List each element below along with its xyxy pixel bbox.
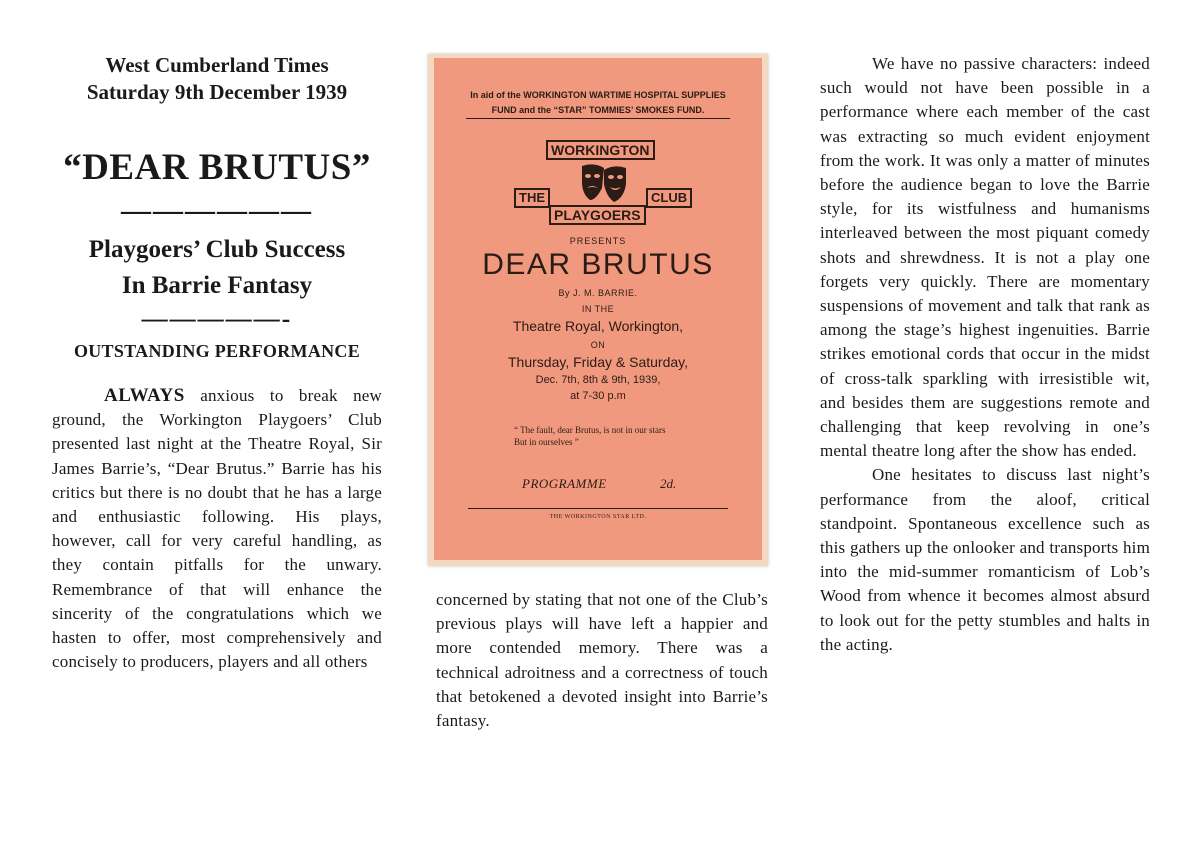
right-column — [820, 52, 1150, 657]
headline: “DEAR BRUTUS” — [63, 147, 371, 188]
kicker: OUTSTANDING PERFORMANCE — [73, 341, 361, 361]
programme-quote-line-2: But in ourselves ” — [514, 437, 579, 447]
playgoers-club-logo — [514, 138, 688, 228]
programme-sheet — [434, 58, 762, 560]
masthead — [52, 52, 382, 106]
middle-column — [436, 588, 768, 733]
subheadline-rule: —————- — [141, 304, 293, 333]
programme-aid-underline — [466, 118, 730, 119]
theatre-masks-icon — [578, 162, 630, 206]
logo-playgoers: PLAYGOERS — [549, 205, 646, 225]
article-text-left: anxious to break new ground, the Workington Playgoers’ Club presented last night at the Theatre Royal, Sir James Barrie’s, “Dear Brutus.” Barrie has his critics but there is no doubt that he has a large and enthusiastic following. His plays, however, call for very careful handling, as they contain pitfalls for the unwary. Remembrance of that will enhance the sincerity of the congratulations which we hasten to offer, most comprehensively and concisely to producers, players and all others — [52, 386, 382, 672]
logo-club: CLUB — [646, 188, 692, 208]
programme-aid-text — [434, 88, 762, 118]
subheadline-line-1: Playgoers’ Club Success — [88, 236, 346, 263]
programme-on: ON — [590, 340, 606, 350]
article-paragraph-right-1: We have no passive characters: indeed such would not have been possible in a performance where each member of the cast was extracting so much evident enjoyment from the work. It was only a matter of minutes before the audience began to love the Barrie style, for its wistfulness and humanisms interleaved between the most piquant comedy shots and shrewdness. It is not a play one forgets very quickly. There are momentary suspensions of movement and talk that rank as among the stage’s highest ingenuities. Barrie strikes emotional cords that occur in the midst of cross-talk sparkling with irresistible wit, and besides them are suggestions remote and challenging that keep revolving in one’s mental theatre long after the show has ended. — [820, 54, 1150, 461]
subheadline — [52, 232, 382, 304]
article-paragraph-right-2: One hesitates to discuss last night’s performance from the aloof, critical standpoint. Spontaneous excellence such as this gathers up the onlooker and transports him into the mid-summer romanticism of Lob’s Wood from whence it becomes almost absurd to look out for the petty stumbles and halts in the acting. — [820, 465, 1150, 654]
programme-printer: THE WORKINGTON STAR LTD. — [549, 514, 647, 520]
article-text-middle: concerned by stating that not one of the Club’s previous plays will have left a happier and more contended memory. There was a technical adroitness and a correctness of touch that betokened a devoted insight into Barrie’s fantasy. — [436, 590, 768, 731]
masthead-paper-name: West Cumberland Times — [105, 53, 329, 77]
programme-author: By J. M. BARRIE. — [558, 288, 638, 298]
programme-quote — [514, 424, 666, 448]
subheadline-line-2: In Barrie Fantasy — [121, 272, 313, 299]
programme-venue: Theatre Royal, Workington, — [512, 318, 684, 334]
programme-label: PROGRAMME — [522, 476, 607, 491]
left-column — [52, 52, 382, 674]
programme-days: Thursday, Friday & Saturday, — [508, 354, 688, 370]
programme-presents: PRESENTS — [569, 236, 627, 246]
programme-quote-line-1: “ The fault, dear Brutus, is not in our stars — [514, 425, 666, 435]
programme-aid-line-1: In aid of the WORKINGTON WARTIME HOSPITAL SUPPLIES — [470, 90, 726, 100]
programme-time: at 7-30 p.m — [570, 390, 626, 402]
logo-the: THE — [514, 188, 550, 208]
programme-image — [428, 54, 768, 566]
headline-rule: —————— — [121, 194, 313, 227]
programme-in-the: IN THE — [581, 304, 615, 314]
programme-price: 2d. — [660, 476, 677, 491]
programme-aid-line-2: FUND and the “STAR” TOMMIES’ SMOKES FUND. — [491, 105, 705, 115]
article-paragraph-1 — [52, 384, 382, 674]
masthead-date: Saturday 9th December 1939 — [86, 80, 348, 104]
programme-dates: Dec. 7th, 8th & 9th, 1939, — [535, 374, 661, 386]
programme-printer-rule — [468, 508, 728, 509]
logo-workington: WORKINGTON — [546, 140, 655, 160]
programme-title: DEAR BRUTUS — [482, 248, 714, 281]
opening-word: ALWAYS — [104, 385, 185, 406]
